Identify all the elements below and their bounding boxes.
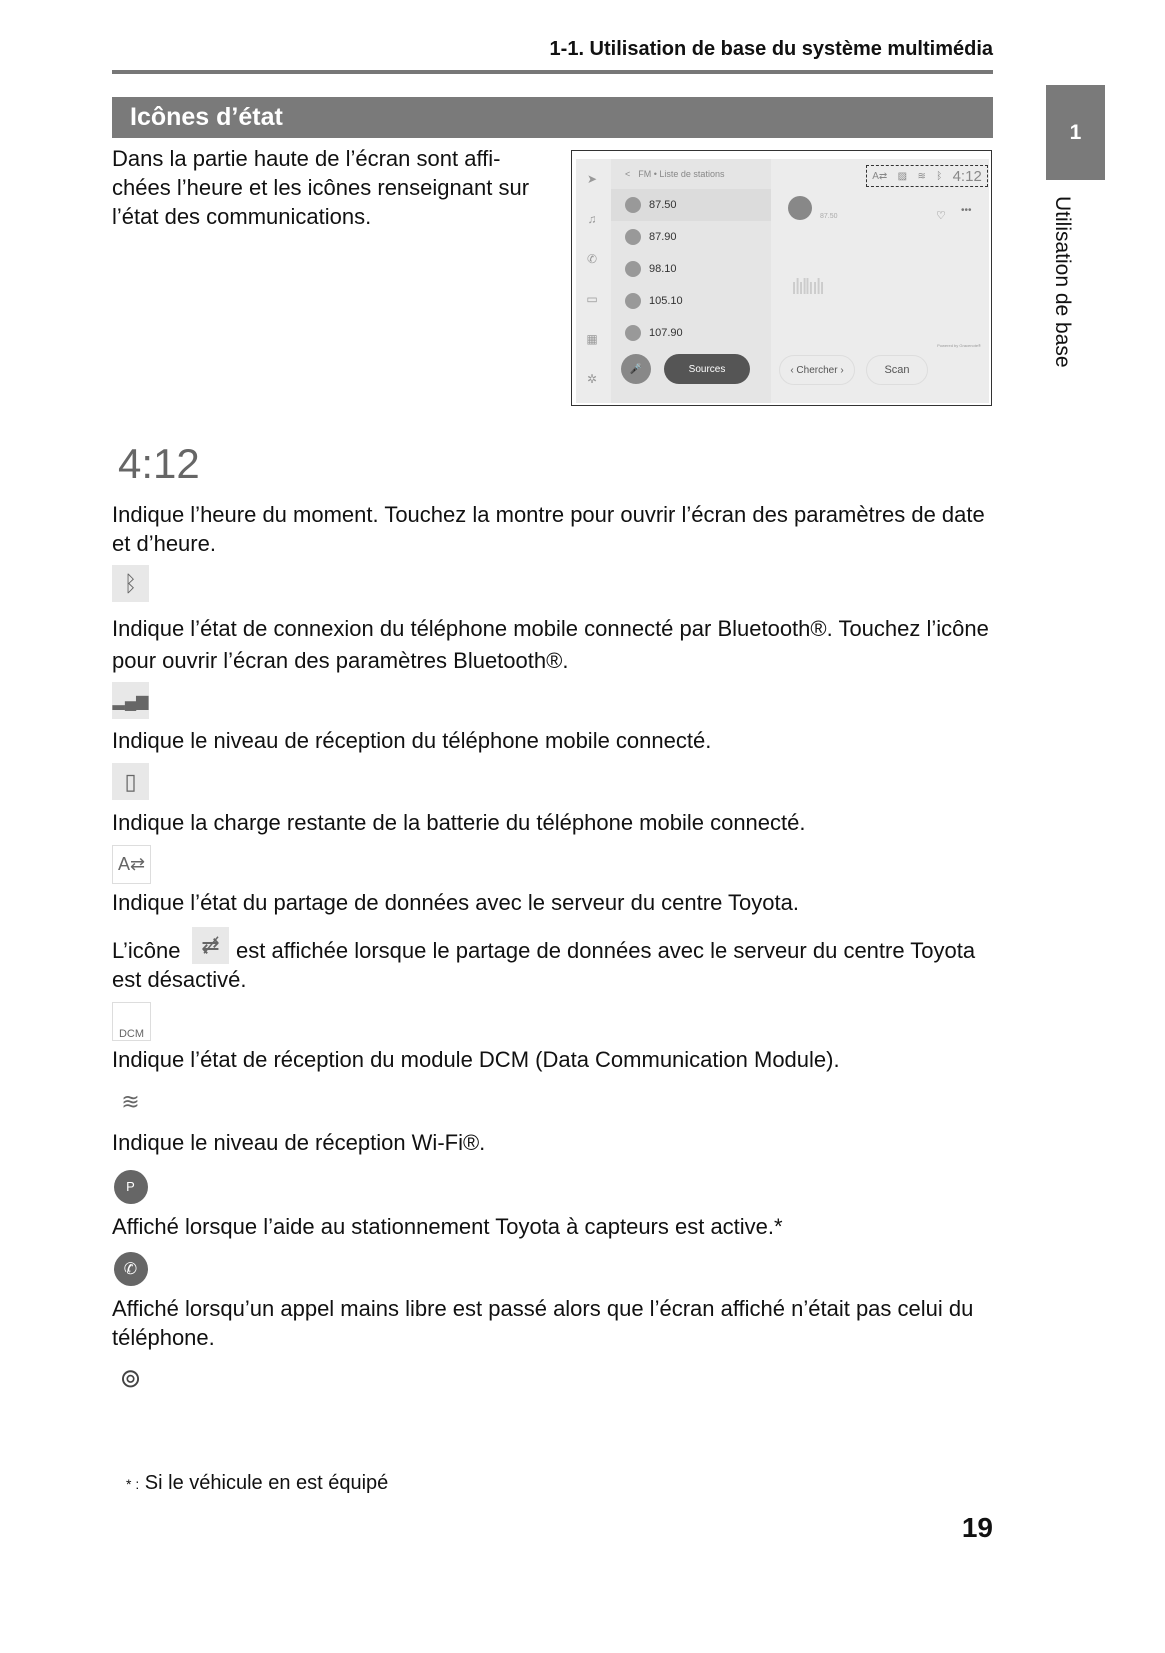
station-item[interactable] (611, 189, 771, 221)
radio-icon (625, 229, 641, 245)
item-description: Indique l’état de réception du module DCM (Data Communication Module). (112, 1047, 840, 1072)
item-description: Indique l’état du partage de données avec le serveur du centre Toyota. (112, 890, 799, 915)
more-icon[interactable]: ••• (961, 205, 972, 216)
screen-sidebar (576, 159, 608, 403)
item-description: Indique l’état de connexion du téléphone mobile connecté par Bluetooth®. Touchez l’icône pour ouvrir l’écran des paramètres Bluetooth®. (112, 616, 989, 673)
item-description: Indique la charge restante de la batterie du téléphone mobile connecté. (112, 810, 806, 835)
item-description: Indique l’heure du moment. Touchez la montre pour ouvrir l’écran des paramètres de date et d’heure. (112, 502, 985, 556)
footnote-mark: * : (126, 1476, 140, 1492)
station-freq: 87.50 (649, 199, 677, 211)
radio-icon (625, 293, 641, 309)
mic-button[interactable]: 🎤 (621, 354, 651, 384)
station-freq: 87.90 (649, 231, 677, 243)
data-sharing-off-icon: ⇄̸ (192, 927, 229, 964)
radio-icon (625, 325, 641, 341)
parking-assist-icon: P (114, 1170, 148, 1204)
battery-icon: ▯ (112, 763, 149, 800)
item-description: Indique le niveau de réception du téléphone mobile connecté. (112, 728, 712, 753)
sources-button[interactable]: Sources (664, 354, 750, 384)
broadcast-icon: ⊚ (112, 1360, 149, 1397)
item-description: est affichée lorsque le partage de données avec le serveur du centre Toyota est désactivé. (112, 938, 976, 992)
data-sharing-icon: A⇄ (872, 170, 888, 182)
phone-icon: ✆ (114, 1252, 148, 1286)
search-button[interactable]: ‹ Chercher › (779, 355, 855, 385)
station-item[interactable] (611, 253, 771, 285)
station-freq: 105.10 (649, 295, 683, 307)
header-rule (112, 70, 993, 74)
settings-icon: ✲ (586, 372, 598, 386)
waveform-icon: ılıllıılı (791, 274, 824, 299)
item-description: Affiché lorsque l’aide au stationnement Toyota à capteurs est active.* (112, 1214, 783, 1239)
intro-text: Dans la partie haute de l’écran sont affi-chées l’heure et les icônes renseignant sur l’état des communications. (112, 146, 530, 229)
station-item[interactable] (611, 285, 771, 317)
station-freq: 98.10 (649, 263, 677, 275)
apps-icon: ▦ (586, 332, 598, 346)
data-sharing-icon: A⇄ (112, 845, 151, 884)
radio-icon (625, 261, 641, 277)
section-title: Icônes d’état (112, 97, 993, 138)
station-item[interactable] (611, 221, 771, 253)
chapter-tab-label: Utilisation de base (1051, 196, 1074, 368)
car-icon: ▭ (586, 292, 598, 306)
powered-by: Powered by Gracenote® (937, 343, 981, 348)
wifi-icon: ≋ (917, 170, 926, 182)
navigation-icon: ➤ (586, 172, 598, 186)
bluetooth-icon: ᛒ (936, 170, 943, 182)
phone-icon: ✆ (586, 252, 598, 266)
item-text-before: L’icône (112, 938, 181, 963)
station-item[interactable] (611, 317, 771, 349)
breadcrumb: FM • Liste de stations (638, 169, 725, 179)
status-icons-highlight (866, 165, 988, 187)
wifi-icon: ≋ (112, 1083, 149, 1120)
status-time[interactable]: 4:12 (952, 167, 982, 185)
now-playing-logo (788, 196, 812, 220)
bluetooth-icon: ᛒ (112, 565, 149, 602)
signal-icon: ▂▄▆ (112, 682, 149, 719)
page-number: 19 (961, 1512, 993, 1543)
screen-illustration (571, 150, 992, 406)
footnote-text: Si le véhicule en est équipé (144, 1472, 389, 1494)
back-icon[interactable]: < (625, 169, 631, 179)
now-playing-freq: 87.50 (820, 213, 838, 220)
dcm-icon: DCM (112, 1002, 151, 1041)
item-description: Affiché lorsqu’un appel mains libre est passé alors que l’écran affiché n’était pas celui du téléphone. (112, 1296, 974, 1350)
scan-button[interactable]: Scan (866, 355, 928, 385)
clock-display: 4:12 (118, 440, 200, 487)
music-icon: ♫ (587, 212, 597, 226)
dcm-icon: ▨ (897, 170, 908, 182)
item-description: Indique le niveau de réception Wi-Fi®. (112, 1130, 486, 1155)
chapter-title: 1-1. Utilisation de base du système multimédia (549, 38, 993, 60)
station-freq: 107.90 (649, 327, 683, 339)
chapter-tab: 1 (1046, 85, 1105, 180)
radio-icon (625, 197, 641, 213)
favorite-icon[interactable]: ♡ (936, 210, 946, 222)
